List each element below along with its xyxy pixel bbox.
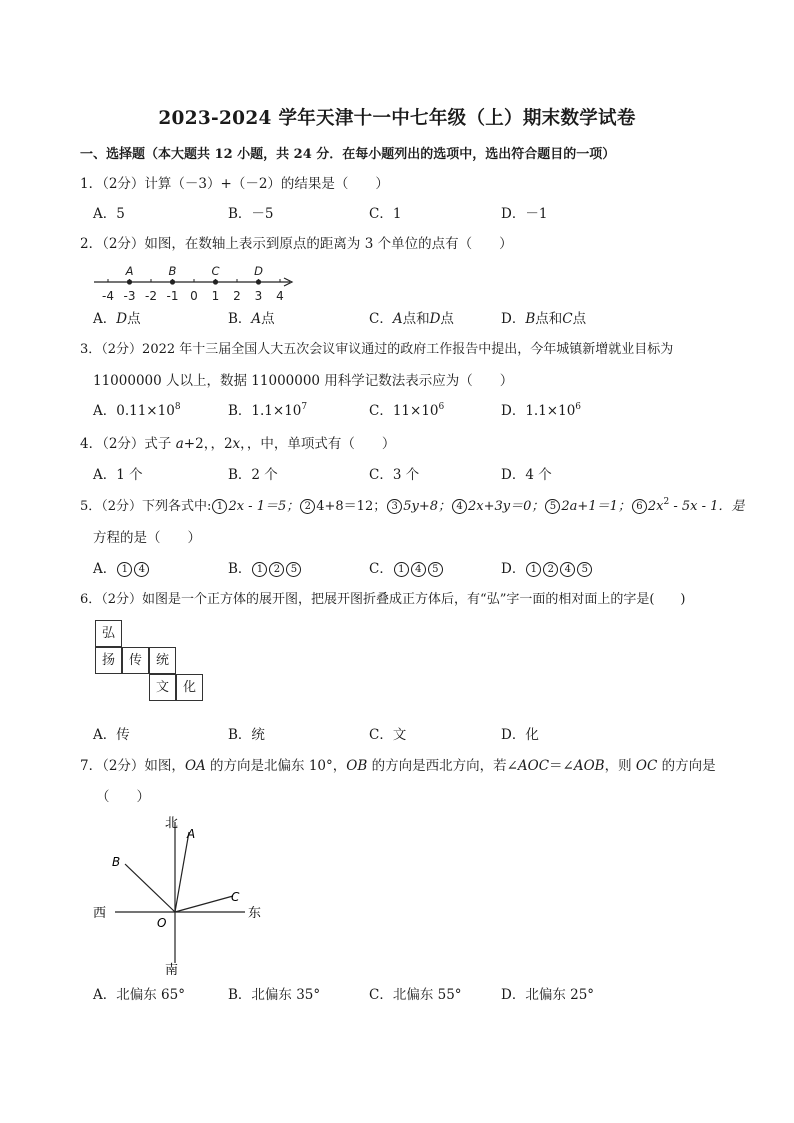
q1-option-c: C．1	[369, 206, 402, 222]
compass-north-label: 北	[165, 816, 179, 831]
compass-c-label: C	[231, 890, 240, 904]
number-line-tick-label: -1	[166, 289, 179, 303]
q4-option-a: A．1 个	[93, 467, 143, 483]
net-cell-hong: 弘	[95, 620, 122, 647]
ray-ob	[125, 864, 175, 912]
number-line-tick-label: -2	[145, 289, 157, 303]
q2-option-b: B．A点	[228, 311, 275, 327]
question-7-line-2: （ ）	[96, 789, 150, 805]
q5-option-d: D． 1 2 4 5	[501, 559, 593, 579]
compass-a-label: A	[187, 827, 196, 841]
q1-option-b: B．－5	[228, 206, 274, 222]
q5-option-b: B． 1 2 5	[228, 559, 302, 579]
page-title: 2023-2024 学年天津十一中七年级（上）期末数学试卷	[158, 108, 636, 129]
q3-option-a: A．$0.11\times 10^8$	[93, 402, 181, 419]
ray-oa	[175, 832, 189, 912]
question-1-stem: 1．（2分）计算（－3）+（－2）的结果是（ ）	[80, 176, 389, 192]
number-line-tick-label: -4	[102, 289, 114, 303]
question-3-line-2: 11000000 人以上，数据 11000000 用科学记数法表示应为（ ）	[93, 373, 514, 389]
number-line-tick-label: 3	[254, 289, 263, 303]
ray-oc	[175, 896, 233, 912]
number-line-tick-label: 4	[276, 289, 284, 303]
q6-option-c: C．文	[369, 727, 407, 743]
q7-option-d: D．北偏东 25°	[501, 987, 595, 1003]
number-line-point-label: D	[254, 264, 263, 278]
question-5-line-2: 方程的是（ ）	[93, 530, 201, 546]
q2-option-d: D．B点和C点	[501, 311, 587, 327]
compass-south-label: 南	[165, 963, 179, 978]
net-cell-chuan: 传	[122, 647, 149, 674]
number-line-point	[213, 279, 218, 284]
number-line-point	[256, 279, 261, 284]
compass-b-label: B	[112, 855, 121, 869]
q6-option-a: A．传	[93, 727, 130, 743]
question-2-stem: 2．（2分）如图，在数轴上表示到原点的距离为 3 个单位的点有（ ）	[80, 236, 513, 252]
number-line-tick-label: 0	[190, 289, 198, 303]
q1-option-a: A．5	[93, 206, 125, 222]
q6-option-b: B．统	[228, 727, 265, 743]
q4-option-d: D．4 个	[501, 467, 552, 483]
question-5-line-1: 5．（2分）下列各式中: 1 2x - 1＝5； 2 4+8＝12； 3 5y+8； 4 2x+3y＝0； 5 2a+1＝1； 6 $2x^2 - 5x - 1$．是	[80, 497, 745, 514]
net-cell-tong: 统	[149, 647, 176, 674]
q7-option-b: B．北偏东 35°	[228, 987, 321, 1003]
compass-west-label: 西	[93, 906, 107, 921]
question-4-stem: 4．（2分）式子 a+2，，2x，，中，单项式有（ ）	[80, 436, 396, 452]
number-line-figure	[88, 258, 303, 304]
net-cell-wen: 文	[149, 674, 176, 701]
question-6-stem: 6．（2分）如图是一个正方体的展开图，把展开图折叠成正方体后，有“弘”字一面的相对面上的字是( )	[80, 592, 686, 607]
q5-option-c: C． 1 4 5	[369, 559, 444, 579]
q5-option-a: A． 1 4	[93, 559, 150, 579]
compass-east-label: 东	[248, 906, 262, 921]
q4-option-b: B．2 个	[228, 467, 278, 483]
number-line-point	[170, 279, 175, 284]
q3-option-b: B．$1.1\times 10^7$	[228, 402, 308, 419]
number-line-tick-label: -3	[123, 289, 136, 303]
number-line-point-label: A	[125, 264, 134, 278]
net-cell-hua: 化	[176, 674, 203, 701]
q3-option-d: D．$1.1\times 10^6$	[501, 402, 582, 419]
q7-option-a: A．北偏东 65°	[93, 987, 185, 1003]
q2-option-a: A．D点	[93, 311, 141, 327]
q1-option-d: D．－1	[501, 206, 548, 222]
q4-option-c: C．3 个	[369, 467, 420, 483]
net-cell-yang: 扬	[95, 647, 122, 674]
compass-o-label: O	[157, 916, 167, 930]
q7-option-c: C．北偏东 55°	[369, 987, 462, 1003]
q6-option-d: D．化	[501, 727, 539, 743]
number-line-tick-label: 1	[211, 289, 220, 303]
q2-option-c: C．A点和D点	[369, 311, 454, 327]
question-3-line-1: 3．（2分）2022 年十三届全国人大五次会议审议通过的政府工作报告中提出，今年城镇新增就业目标为	[80, 342, 674, 357]
question-7-line-1: 7．（2分）如图，OA 的方向是北偏东 10°，OB 的方向是西北方向，若∠AOC＝∠AOB，则 OC 的方向是	[80, 758, 716, 774]
q3-option-c: C．$11\times 10^6$	[369, 402, 445, 419]
number-line-point	[127, 279, 132, 284]
compass-figure	[85, 810, 275, 980]
number-line-point-label: C	[211, 264, 220, 278]
number-line-point-label: B	[168, 264, 177, 278]
section-heading: 一、选择题（本大题共 12 小题，共 24 分．在每小题列出的选项中，选出符合题目的一项）	[80, 147, 616, 162]
number-line-tick-label: 2	[233, 289, 241, 303]
